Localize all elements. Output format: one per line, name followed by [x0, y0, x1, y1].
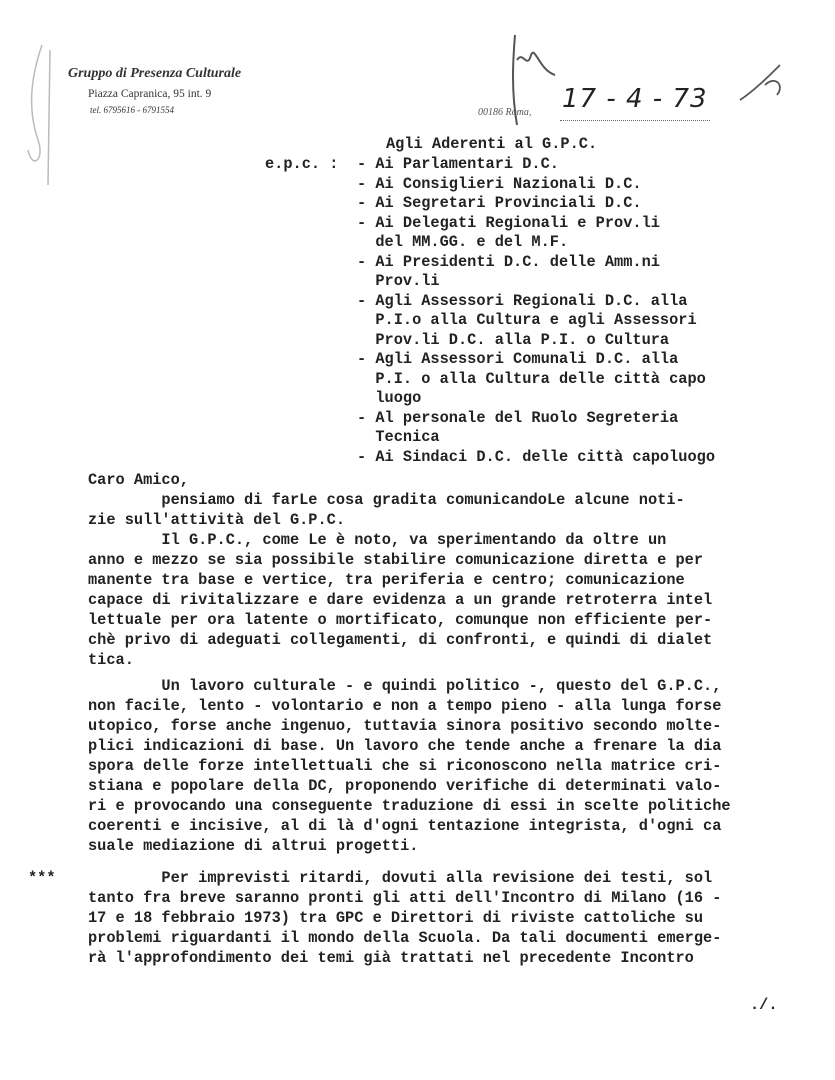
text-line: coerenti e incisive, al di là d'ogni tentazione integrista, d'ogni ca: [88, 817, 722, 835]
organization-name: Gruppo di Presenza Culturale: [68, 66, 242, 81]
handwritten-date: 17 - 4 - 73: [562, 84, 708, 114]
recipient-primary: Agli Aderenti al G.P.C.: [386, 135, 598, 153]
text-line: zie sull'attività del G.P.C.: [88, 511, 346, 529]
text-line: - Ai Consiglieri Nazionali D.C.: [357, 174, 642, 193]
text-line: - Ai Sindaci D.C. delle città capoluogo: [357, 447, 716, 466]
text-line: pensiamo di farLe cosa gradita comunicandoLe alcune noti-: [88, 491, 685, 509]
text-line: 17 e 18 febbraio 1973) tra GPC e Direttori di riviste cattoliche su: [88, 909, 704, 927]
handwritten-mark: [735, 60, 795, 110]
continuation-mark: ./.: [750, 996, 778, 1014]
text-line: Prov.li D.C. alla P.I. o Cultura: [357, 330, 670, 349]
text-line: luogo: [357, 389, 422, 407]
paragraph-2: [88, 530, 712, 670]
text-line: tanto fra breve saranno pronti gli atti dell'Incontro di Milano (16 -: [88, 889, 722, 907]
text-line: - Ai Segretari Provinciali D.C.: [357, 194, 642, 212]
text-line: plici indicazioni di base. Un lavoro che tende anche a frenare la dia: [88, 737, 722, 755]
recipient-list: [357, 155, 715, 467]
text-line: - Al personale del Ruolo Segreteria: [357, 408, 679, 427]
date-dotted-line: [560, 120, 710, 121]
paragraph-1: [88, 490, 685, 530]
text-line: P.I. o alla Cultura delle città capo: [357, 369, 706, 388]
text-line: lettuale per ora latente o mortificato, comunque non efficiente per-: [88, 611, 713, 629]
text-line: - Agli Assessori Comunali D.C. alla: [357, 350, 679, 368]
text-line: - Ai Parlamentari D.C.: [357, 155, 559, 173]
text-line: anno e mezzo se sia possibile stabilire comunicazione diretta e per: [88, 551, 704, 569]
section-separator: ***: [28, 869, 56, 887]
epc-label: e.p.c. :: [265, 155, 339, 173]
text-line: - Ai Delegati Regionali e Prov.li: [357, 213, 660, 232]
text-line: utopico, forse anche ingenuo, tuttavia sinora positivo secondo molte-: [88, 717, 722, 735]
text-line: - Ai Presidenti D.C. delle Amm.ni: [357, 252, 660, 271]
text-line: spora delle forze intellettuali che si riconoscono nella matrice cri-: [88, 757, 722, 775]
place-label: 00186 Roma,: [478, 107, 532, 118]
text-line: stiana e popolare della DC, proponendo verifiche di determinati valo-: [88, 777, 722, 795]
text-line: P.I.o alla Cultura e agli Assessori: [357, 311, 697, 329]
margin-scribble: [20, 40, 60, 190]
text-line: Per imprevisti ritardi, dovuti alla revisione dei testi, sol: [88, 869, 713, 887]
paragraph-4: [88, 868, 721, 968]
organization-address: Piazza Capranica, 95 int. 9: [88, 88, 212, 100]
text-line: non facile, lento - volontario e non a tempo pieno - alla lunga forse: [88, 697, 722, 715]
text-line: manente tra base e vertice, tra periferia e centro; comunicazione: [88, 571, 685, 589]
text-line: Tecnica: [357, 428, 440, 446]
text-line: ri e provocando una conseguente traduzione di essi in scelte politiche: [88, 797, 731, 815]
text-line: - Agli Assessori Regionali D.C. alla: [357, 291, 688, 310]
text-line: Il G.P.C., come Le è noto, va sperimentando da oltre un: [88, 531, 667, 549]
paragraph-3: [88, 676, 731, 856]
text-line: capace di rivitalizzare e dare evidenza a un grande retroterra intel: [88, 591, 713, 609]
organization-phone: tel. 6795616 - 6791554: [90, 105, 174, 115]
text-line: rà l'approfondimento dei temi già trattati nel precedente Incontro: [88, 949, 694, 967]
text-line: suale mediazione di altrui progetti.: [88, 837, 419, 855]
text-line: tica.: [88, 651, 134, 669]
salutation: Caro Amico,: [88, 471, 189, 489]
text-line: Prov.li: [357, 272, 440, 290]
text-line: Un lavoro culturale - e quindi politico -, questo del G.P.C.,: [88, 677, 722, 695]
text-line: problemi riguardanti il mondo della Scuola. Da tali documenti emerge-: [88, 929, 722, 947]
text-line: del MM.GG. e del M.F.: [357, 233, 569, 251]
text-line: chè privo di adeguati collegamenti, di confronti, e quindi di dialet: [88, 631, 713, 649]
